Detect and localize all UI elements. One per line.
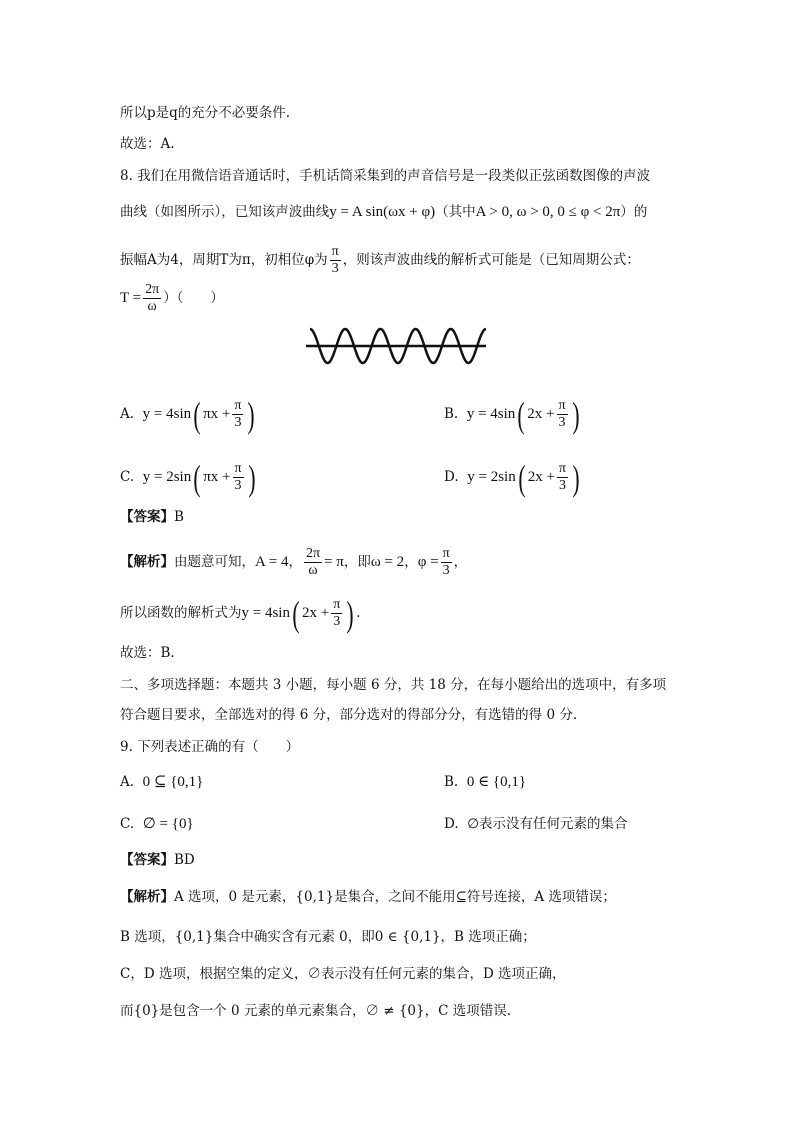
text: 由题意可知， — [174, 554, 255, 570]
text: （其中 — [435, 204, 476, 220]
fraction: $\frac{\pi}{3}$ — [558, 461, 566, 493]
question-8-line-4 — [120, 282, 224, 315]
math-condition: A > 0, ω > 0, 0 ≤ φ < 2π — [475, 204, 621, 220]
math-text: y = 2sin — [467, 469, 516, 485]
math-text: 2x + — [527, 406, 555, 422]
answer-8 — [120, 507, 184, 527]
math-text: ω = 2 — [370, 554, 405, 570]
text-line: 所以p是q的充分不必要条件. — [120, 105, 291, 121]
fraction: $\frac{\pi}{3}$ — [234, 398, 242, 430]
text: ，则该声波曲线的解析式可能是（已知周期公式： — [342, 252, 640, 268]
option-letter: C. — [120, 816, 135, 832]
math-text: = π — [324, 554, 344, 570]
text: ）（ ） — [163, 290, 224, 306]
option-letter: C. — [120, 469, 135, 485]
math-text: ∅ = {0} — [142, 816, 194, 832]
math-text: 0 ⊆ {0,1} — [142, 774, 204, 790]
option-letter: D. — [444, 469, 459, 485]
option-9-d[interactable] — [444, 814, 628, 834]
text: ，即 — [343, 554, 371, 570]
math-text: 2x + — [301, 605, 330, 621]
math-equation: y = A sin(ωx + φ) — [329, 204, 436, 220]
question-8-line-3 — [120, 244, 640, 277]
math-text: 0 ∈ {0,1} — [466, 774, 527, 790]
analysis-9-line-1 — [120, 887, 616, 907]
option-letter: B. — [444, 406, 459, 422]
math-text: φ = — [417, 554, 439, 570]
math-text: y = 4sin — [241, 605, 290, 621]
math-text: y = 2sin — [142, 469, 192, 485]
math-text: πx + — [203, 469, 231, 485]
text: ， — [404, 554, 418, 570]
text: ， — [453, 554, 468, 570]
analysis-9-line-3: C，D 选项，根据空集的定义，∅表示没有任何元素的集合，D 选项正确， — [120, 966, 566, 982]
text: A 选项，0 是元素，{0,1}是集合，之间不能用⊆符号连接，A 选项错误； — [174, 889, 616, 905]
option-9-a[interactable] — [120, 772, 203, 792]
analysis-9-line-2: B 选项，{0,1}集合中确实含有元素 0，即0 ∈ {0,1}，B 选项正确； — [120, 929, 536, 945]
answer-value: BD — [174, 852, 195, 868]
text: 振幅A为4，周期T为π，初相位φ为 — [120, 252, 328, 268]
analysis-9-line-4: 而{0}是包含一个 0 元素的单元素集合，∅ ≠ {0}，C 选项错误. — [120, 1003, 512, 1019]
section-2-heading: 二、多项选择题：本题共 3 小题，每小题 6 分，共 18 分，在每小题给出的选项中，有多项 — [120, 677, 667, 693]
question-8-line-2 — [120, 202, 647, 222]
option-letter: D. — [444, 816, 459, 832]
option-9-c[interactable] — [120, 814, 194, 834]
answer-label: 【答案】 — [120, 509, 174, 525]
option-letter: B. — [444, 774, 459, 790]
text: 所以函数的解析式为 — [120, 605, 242, 621]
answer-8-choose: 故选：B. — [120, 645, 175, 661]
fraction: $\frac{\pi}{3}$ — [333, 597, 341, 629]
fraction: $\frac{\pi}{3}$ — [234, 461, 242, 493]
option-text: ∅表示没有任何元素的集合 — [467, 816, 628, 832]
fraction: $\frac{\pi}{3}$ — [442, 546, 450, 578]
text-line: 故选：A. — [120, 136, 175, 152]
math-text: 2x + — [527, 469, 555, 485]
text: ， — [288, 554, 302, 570]
sound-wave-figure — [300, 320, 490, 376]
text: ）的 — [620, 204, 648, 220]
fraction: $\frac{\pi}{3}$ — [331, 244, 339, 276]
option-9-b[interactable] — [444, 772, 526, 792]
fraction: $\frac{2\pi}{\omega}$ — [305, 546, 321, 578]
math-lhs: T = — [120, 290, 142, 306]
text: . — [356, 605, 361, 621]
section-2-heading-cont: 符合题目要求，全部选对的得 6 分，部分选对的得部分分，有选错的得 0 分. — [120, 707, 578, 723]
option-letter: A. — [120, 774, 135, 790]
fraction: $\frac{2\pi}{\omega}$ — [145, 282, 160, 314]
question-9-stem: 9. 下列表述正确的有（ ） — [120, 739, 300, 755]
answer-9 — [120, 850, 195, 870]
analysis-8-line-2: 所以函数的解析式为y = 4sin( 2x + $\frac{\pi}{3}$ ) . — [120, 593, 361, 634]
option-8-d[interactable]: D. y = 2sin( 2x + $\frac{\pi}{3}$ ) — [444, 457, 580, 498]
math-text: πx + — [203, 406, 231, 422]
text: 曲线（如图所示），已知该声波曲线 — [120, 204, 330, 220]
math-text: A = 4 — [255, 554, 289, 570]
math-text: y = 4sin — [466, 406, 516, 422]
math-text: y = 4sin — [142, 406, 192, 422]
analysis-label: 【解析】 — [120, 889, 174, 905]
option-8-a[interactable]: A. y = 4sin( πx + $\frac{\pi}{3}$ ) — [120, 394, 256, 435]
answer-label: 【答案】 — [120, 852, 174, 868]
option-letter: A. — [120, 406, 135, 422]
option-8-c[interactable]: C. y = 2sin( πx + $\frac{\pi}{3}$ ) — [120, 457, 256, 498]
fraction: $\frac{\pi}{3}$ — [558, 398, 566, 430]
answer-value: B — [174, 509, 184, 525]
option-8-b[interactable]: B. y = 4sin( 2x + $\frac{\pi}{3}$ ) — [444, 394, 580, 435]
question-8-stem: 8. 我们在用微信语音通话时，手机话筒采集到的声音信号是一段类似正弦函数图像的声波 — [120, 168, 651, 184]
analysis-8-line-1 — [120, 546, 467, 579]
analysis-label: 【解析】 — [120, 554, 174, 570]
